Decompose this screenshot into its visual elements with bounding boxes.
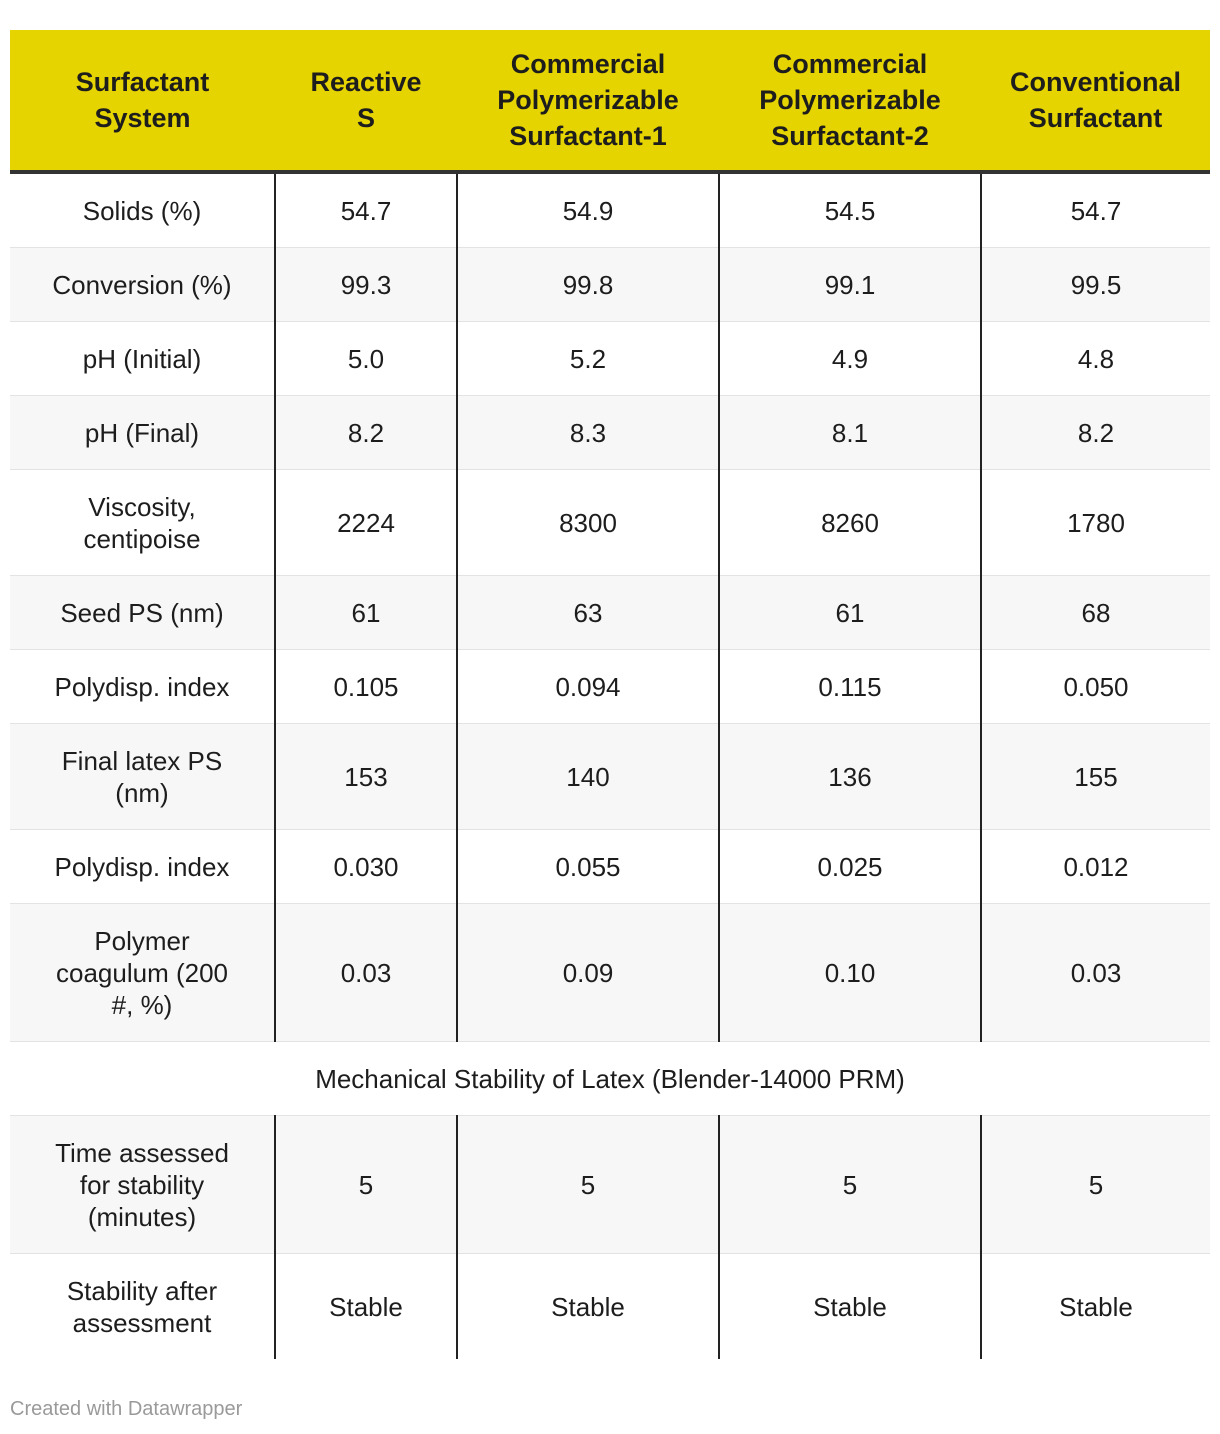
cell-value: 61	[275, 576, 457, 650]
cell-value: 0.09	[457, 904, 719, 1042]
cell-value: 99.5	[981, 248, 1210, 322]
cell-value: 8300	[457, 470, 719, 576]
cell-value: 0.025	[719, 830, 981, 904]
cell-value: 0.10	[719, 904, 981, 1042]
header-cell	[457, 30, 719, 172]
cell-value: 8.2	[275, 396, 457, 470]
cell-value: 5	[719, 1116, 981, 1254]
cell-value: 4.8	[981, 322, 1210, 396]
row-label: Viscosity, centipoise	[10, 470, 275, 576]
header-text: Conventional Surfactant	[1009, 67, 1181, 133]
cell-value: Stable	[719, 1254, 981, 1360]
section-title: Mechanical Stability of Latex (Blender-14000 PRM)	[10, 1042, 1210, 1116]
row-label: Polydisp. index	[10, 650, 275, 724]
table-row	[10, 396, 1210, 470]
cell-value: 63	[457, 576, 719, 650]
header-text: Reactive S	[310, 67, 422, 133]
row-label: Seed PS (nm)	[10, 576, 275, 650]
header-cell	[275, 30, 457, 172]
cell-value: 99.8	[457, 248, 719, 322]
cell-value: 5	[275, 1116, 457, 1254]
cell-value: 140	[457, 724, 719, 830]
cell-value: 0.050	[981, 650, 1210, 724]
cell-value: 136	[719, 724, 981, 830]
table-body	[10, 172, 1210, 1359]
table-row	[10, 172, 1210, 248]
row-label: Stability after assessment	[10, 1254, 275, 1360]
row-label: Final latex PS (nm)	[10, 724, 275, 830]
cell-value: 0.030	[275, 830, 457, 904]
table-row	[10, 322, 1210, 396]
cell-value: 5.2	[457, 322, 719, 396]
table-row	[10, 248, 1210, 322]
header-cell	[719, 30, 981, 172]
row-label: Polymer coagulum (200 #, %)	[10, 904, 275, 1042]
row-label: pH (Final)	[10, 396, 275, 470]
cell-value: 5.0	[275, 322, 457, 396]
cell-value: 54.7	[275, 172, 457, 248]
cell-value: Stable	[1059, 1291, 1133, 1322]
cell-value: 2224	[275, 470, 457, 576]
cell-value: 153	[275, 724, 457, 830]
row-label: Time assessed for stability (minutes)	[10, 1116, 275, 1254]
cell-value: 1780	[981, 470, 1210, 576]
header-text: Commercial Polymerizable Surfactant-1	[497, 49, 679, 151]
cell-value: 5	[457, 1116, 719, 1254]
data-table	[10, 30, 1210, 1359]
cell-value: 54.7	[981, 172, 1210, 248]
section-row	[10, 1042, 1210, 1116]
row-label: Polydisp. index	[10, 830, 275, 904]
cell-value: 99.1	[719, 248, 981, 322]
cell-value: 0.03	[981, 904, 1210, 1042]
row-label: Conversion (%)	[10, 248, 275, 322]
table-row	[10, 830, 1210, 904]
row-label: Solids (%)	[10, 172, 275, 248]
cell-value: 8.3	[457, 396, 719, 470]
cell-value: Stable	[457, 1254, 719, 1360]
cell-value: 8.1	[719, 396, 981, 470]
table-row	[10, 470, 1210, 576]
cell-value: 99.3	[275, 248, 457, 322]
table-row	[10, 724, 1210, 830]
header-cell	[10, 30, 275, 172]
table-row	[10, 1254, 1210, 1360]
header-row	[10, 30, 1210, 172]
cell-value: 54.5	[719, 172, 981, 248]
cell-value: 5	[981, 1116, 1210, 1254]
table-row	[10, 1116, 1210, 1254]
table-row	[10, 650, 1210, 724]
row-label: pH (Initial)	[10, 322, 275, 396]
cell-value: 0.03	[275, 904, 457, 1042]
cell-value: Stable	[275, 1254, 457, 1360]
table-row	[10, 576, 1210, 650]
cell-value: 0.105	[275, 650, 457, 724]
header-text: Surfactant System	[75, 67, 210, 133]
cell-value: 0.055	[457, 830, 719, 904]
cell-value: 0.115	[719, 650, 981, 724]
header-cell	[981, 30, 1210, 172]
cell-value: 8.2	[981, 396, 1210, 470]
cell-value: 4.9	[719, 322, 981, 396]
cell-value: 61	[719, 576, 981, 650]
table-row	[10, 904, 1210, 1042]
cell-value: 0.012	[981, 830, 1210, 904]
cell-value: 8260	[719, 470, 981, 576]
cell-value: 54.9	[457, 172, 719, 248]
cell-value: 0.094	[457, 650, 719, 724]
cell-value: 68	[981, 576, 1210, 650]
credit-text: Created with Datawrapper	[10, 1398, 243, 1420]
header-text: Commercial Polymerizable Surfactant-2	[759, 49, 941, 151]
cell-value: 155	[981, 724, 1210, 830]
